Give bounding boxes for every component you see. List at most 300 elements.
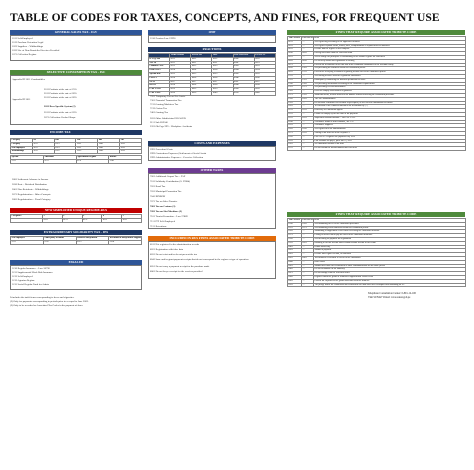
table-cell: 3032	[76, 150, 98, 154]
table-cell: 3042	[98, 150, 120, 154]
income-header: INCOME TAX	[10, 130, 142, 135]
onp-header: ONP	[148, 30, 276, 35]
table-cell: 6041	[288, 52, 302, 56]
table-cell: Children's D.S.	[149, 65, 170, 69]
income-line: 3071 Regularization – Other Concepts	[12, 193, 51, 196]
table-cell: Alternative forms of debt contracts, Art. 178	[314, 120, 466, 124]
income-table	[10, 138, 142, 154]
table-cell: 6171	[288, 93, 302, 97]
table-cell: 6281	[288, 135, 302, 139]
table-cell: —	[302, 135, 314, 139]
table-cell: Present the rectifying declaration regarding returns filed in the established period	[314, 71, 466, 75]
other-taxes-line: 7031 Municipal Promotion Tax	[150, 190, 182, 193]
rus-fines-line: 6051 Do not carry a payment receipt for the purchase made	[150, 265, 210, 268]
table-cell: Category	[11, 142, 33, 146]
table-cell: 8012	[170, 57, 191, 61]
table-cell: 8031	[212, 61, 233, 65]
solidarity-header: EXTRAORDINARY SOLIDARITY TAX - IES	[10, 230, 142, 235]
table-cell: —	[302, 234, 314, 238]
page-title: TABLE OF CODES FOR TAXES, CONCEPTS, AND FINES, FOR FREQUENT USE	[10, 12, 440, 24]
onp-line: 5310 Pension Law 19990	[150, 37, 176, 40]
table-cell: 8014	[170, 69, 191, 73]
essalud-line: 5213 Agrarian Regime	[12, 279, 35, 282]
table-cell: —	[302, 279, 314, 283]
table-cell: INDECOPI	[149, 69, 170, 73]
table-cell: —	[302, 74, 314, 78]
table-cell: The pledge and/or the established and confiscated files that have been exempted from obtaining the EC	[314, 283, 466, 287]
table-cell: 6101	[302, 67, 314, 71]
table-header-cell: Category	[11, 139, 33, 143]
table-cell: 8020	[170, 91, 191, 95]
table-cell: 3011	[32, 146, 54, 150]
rus-fines-line: 6011 Not registered in the administration records	[150, 243, 200, 246]
table-cell: 6411	[302, 241, 314, 245]
footnote: (2) Only for payments corresponding to periods prior to or equal to June 2002.	[10, 300, 89, 303]
table-cell: 3051	[120, 142, 142, 146]
fines-bottom-table	[287, 218, 466, 287]
table-header-cell: Agricultural Regime	[76, 156, 109, 160]
essalud-line: 5215 Social Regular Fund for Artists	[12, 283, 49, 286]
table-cell: 8045	[233, 72, 254, 76]
table-cell: 6011	[288, 40, 302, 44]
table-cell: 3052	[120, 150, 142, 154]
table-cell: 6061	[302, 52, 314, 56]
table-cell: Does not comply with taxation regulations	[314, 90, 466, 94]
table-cell: Do not issue certificates of retention or perception, as well as false information in returns	[314, 101, 466, 105]
table-cell: 5312	[43, 240, 76, 244]
table-cell: 3011	[32, 142, 54, 146]
table-cell: Not presenting the affidavits within the established period	[314, 67, 466, 71]
table-cell: 6281	[302, 128, 314, 132]
table-cell: Declare that the register is not complete.	[314, 48, 466, 52]
table-header-cell: 1	[43, 215, 63, 219]
other-taxes-line: 7111 ITF Self-Employed	[150, 220, 175, 223]
table-cell: 8024	[191, 69, 212, 73]
other-taxes-line: 7101 Tourist Promotion – Law 27889	[150, 215, 188, 218]
table-cell: Tax deducted or credited in excess of the established	[314, 256, 466, 260]
table-cell: 6431	[288, 256, 302, 260]
table-cell: 3021	[54, 146, 76, 150]
table-cell: Justificati books, records related to tax matters without following the established procedure	[314, 93, 466, 97]
table-cell: Withholdings	[11, 150, 33, 154]
essalud-line: 5211 Supplemental Work Risk Insurance	[12, 271, 53, 274]
table-cell: 6491	[288, 279, 302, 283]
table-cell: Not submitting the ID to the established procedure	[314, 222, 466, 226]
table-cell: 8021	[191, 61, 212, 65]
table-cell: 8057	[254, 80, 275, 84]
table-cell: 6161	[302, 82, 314, 86]
selective-line: 2011 Products at the rate of 25%	[44, 88, 77, 91]
table-cell: Not providing relevant information	[314, 86, 466, 90]
table-header-cell: ESSALUD	[191, 54, 212, 58]
table-cell: Submitting as supplement of the return exceeding the established deadline	[314, 230, 466, 234]
table-cell: —	[302, 55, 314, 59]
table-cell: 6071	[288, 63, 302, 67]
simplified-header: NEW SIMPLIFIED UNIQUE REGIME-RUS	[10, 208, 142, 213]
selective-line: 2011 Products at the rate of 26%	[44, 96, 77, 99]
footnote: It includes the tariff items corresponding to beers and cigarettes.	[10, 296, 75, 299]
table-cell: 6481	[288, 275, 302, 279]
table-header-cell: Self-employed	[11, 237, 44, 241]
table-header-cell: 3	[82, 215, 102, 219]
table-cell: Adding in the time not in the Reporter A	[314, 131, 466, 135]
other-taxes-line: 7081 Tax on Casinos (3)	[150, 205, 176, 208]
table-cell: —	[302, 260, 314, 264]
table-cell: Having sales more than the collection limit	[314, 52, 466, 56]
table-cell: 6201	[302, 97, 314, 101]
table-cell: Discovery of a unilateral appeal	[314, 109, 466, 113]
table-cell: 6111	[302, 71, 314, 75]
table-cell: Omitting to declare income and/or obtain taxable income in the return	[314, 241, 466, 245]
table-cell: 6131	[288, 78, 302, 82]
table-cell: 4131	[43, 218, 63, 222]
fines-top-table	[287, 36, 466, 151]
fractions-line: 3031 Other Subdivision ESSALUD	[150, 117, 186, 120]
table-cell: 6401	[288, 245, 302, 249]
table-cell: 6461	[288, 268, 302, 272]
table-cell: LAW 27681	[149, 91, 170, 95]
table-header-cell: TREASURY	[288, 219, 301, 221]
table-cell: 3041	[98, 146, 120, 150]
table-cell: 6251	[302, 116, 314, 120]
table-cell: 8026	[191, 76, 212, 80]
selective-appendix-label: Appendix III 3011	[12, 98, 31, 101]
table-cell: 8040	[212, 91, 233, 95]
table-cell: 6261	[288, 128, 302, 132]
table-cell: —	[302, 147, 314, 151]
table-cell: Declare false figures or data, or omit data	[314, 253, 466, 257]
table-cell: 8025	[191, 72, 212, 76]
table-cell: 8052	[254, 57, 275, 61]
table-cell: Other codes	[314, 260, 466, 264]
table-cell: 6251	[288, 124, 302, 128]
selective-line: Appendix III 3011 Combustibles	[12, 78, 45, 81]
table-cell: Submit in payment	[314, 249, 466, 253]
table-cell: 6311	[288, 147, 302, 151]
table-cell: 8032	[212, 57, 233, 61]
table-cell: 8044	[233, 69, 254, 73]
table-header-cell: TRIB.ADMIN	[170, 54, 191, 58]
table-cell: 8013	[170, 65, 191, 69]
table-cell: 6271	[288, 131, 302, 135]
table-cell: 8035	[212, 72, 233, 76]
table-cell: 6341	[288, 222, 302, 226]
table-cell: 4131	[102, 218, 122, 222]
table-cell: Retain incorrectly	[314, 245, 466, 249]
table-cell: 8051	[254, 61, 275, 65]
table-cell: Failure to comply by the due date of the payment	[314, 112, 466, 116]
rus-fines-line: 6021 Registration with false data	[150, 248, 184, 251]
table-cell: Self-employed	[11, 146, 33, 150]
other-taxes-line: 7121 Retentions	[150, 225, 167, 228]
selective-header: SELECTIVE CONSUMPTION TAX - ISC	[10, 70, 142, 75]
general-sales-line: 1022 Suppliers – Withholdings	[12, 45, 44, 48]
table-cell: 6361	[302, 222, 314, 226]
table-cell: 3111	[11, 159, 44, 163]
table-cell: 8030	[191, 91, 212, 95]
table-cell: Special BSE	[149, 72, 170, 76]
table-cell: 8036	[212, 76, 233, 80]
table-cell: —	[302, 268, 314, 272]
table-cell: —	[302, 139, 314, 143]
essalud-line: 5212 Self-Employed	[12, 275, 33, 278]
table-cell: —	[302, 264, 314, 268]
table-cell: 8037	[212, 80, 233, 84]
fractions-line: 3111 Sub SSN 46	[150, 121, 168, 124]
table-header-cell: 2	[62, 215, 82, 219]
table-cell: 3022	[54, 150, 76, 154]
table-header-cell: ONP	[314, 219, 466, 223]
table-cell: Register within the goods of controlled Supplemental Goods Vessa	[314, 275, 466, 279]
fractions-line: 7212 Casino Tax	[150, 107, 167, 110]
table-cell: 8015	[170, 72, 191, 76]
table-cell: —	[302, 275, 314, 279]
table-cell: —	[302, 249, 314, 253]
table-cell: 6151	[302, 78, 314, 82]
fractions-line: 7401 Gaming Tax	[150, 111, 168, 114]
table-cell: 6391	[288, 241, 302, 245]
table-header-cell: Border	[109, 156, 142, 160]
table-cell: 6051	[288, 55, 302, 59]
other-taxes-line: 7041 IBNRON	[150, 195, 166, 198]
rus-fines-line: 6031 Do not exist and/or do not present the tax	[150, 253, 198, 256]
table-cell: 6421	[288, 253, 302, 257]
table-cell: 8019	[170, 88, 191, 92]
table-cell: 6241	[288, 120, 302, 124]
table-cell: 3141	[109, 159, 142, 163]
table-cell: Suspension without deadline – Law No. 27697	[314, 116, 466, 120]
income-line: 3061 Non-Residents – Withholdings	[12, 188, 49, 191]
table-cell: 6091	[288, 71, 302, 75]
general-sales-line: 1033 Use of Non-Domiciled Services Provided	[12, 49, 60, 52]
table-cell: —	[302, 40, 314, 44]
table-cell: 6501	[288, 283, 302, 287]
other-taxes-line: 7011 Solidarity Contribution (S. 29384)	[150, 180, 190, 183]
table-cell: —	[302, 253, 314, 257]
table-cell: 6351	[288, 226, 302, 230]
table-cell: 6061	[288, 59, 302, 63]
income-line: 3081 Regularization – Fiscal Category	[12, 198, 51, 201]
table-cell: 6161	[288, 90, 302, 94]
table-cell: 6181	[288, 97, 302, 101]
table-cell: 6191	[288, 101, 302, 105]
table-cell: 8018	[170, 84, 191, 88]
general-sales-line: 1011 Self-Employed	[12, 37, 33, 40]
fractions-table	[148, 53, 276, 96]
table-cell: 8011	[170, 61, 191, 65]
table-cell: 6291	[302, 131, 314, 135]
table-cell: —	[302, 44, 314, 48]
table-cell: 8056	[254, 76, 275, 80]
table-cell: Not providing information according to the established requirements	[314, 82, 466, 86]
table-cell: 6171	[302, 86, 314, 90]
table-cell: Not issuing invoices with the regulations established	[314, 74, 466, 78]
table-cell: 8038	[212, 84, 233, 88]
table-cell: 8059	[254, 88, 275, 92]
table-cell: The Tax Administration	[314, 97, 466, 101]
table-header-cell: Amazonia	[43, 156, 76, 160]
table-cell: Not register separate items, results, sales, compensations or reprint them for announce	[314, 44, 466, 48]
general-sales-line: 1071 Collection Regime	[12, 53, 37, 56]
essalud-line: 5210 Regular Insurance – Law 26790	[12, 267, 50, 270]
table-header-cell: 3rd	[76, 139, 98, 143]
table-row	[288, 283, 466, 287]
income-sub-table	[10, 155, 142, 164]
table-cell: 8034	[212, 69, 233, 73]
table-cell: 8033	[212, 65, 233, 69]
costs-header: COSTS AND EXPENSES	[148, 141, 276, 146]
fines-top-header: FINES THAT REQUIRE ASSOCIATED TRIBUTE CODE	[287, 30, 465, 35]
table-cell: 5314	[109, 240, 142, 244]
footnote: (3) Only to be recorded as Associated Tax Codes in the payment of fines.	[10, 304, 84, 307]
table-header-cell: ONP	[212, 54, 233, 58]
table-cell: LAW 27344	[149, 88, 170, 92]
table-cell: D. Leg. 848	[149, 57, 170, 61]
general-sales-header: GENERAL SALES TAX - IGV	[10, 30, 142, 35]
contact-website[interactable]: Visit SUNAT Virtual: www.sunat.gob.pe	[368, 296, 411, 299]
table-cell: 6221	[288, 112, 302, 116]
table-cell: 6291	[288, 139, 302, 143]
table-cell: 8043	[233, 65, 254, 69]
table-cell: 3131	[76, 159, 109, 163]
table-cell: Art. 36	[149, 61, 170, 65]
table-cell: 8042	[233, 57, 254, 61]
table-header-cell: 1st	[32, 139, 54, 143]
table-cell: 4131	[82, 218, 102, 222]
table-cell: —	[302, 90, 314, 94]
table-cell: 4131	[122, 218, 142, 222]
table-header-cell: ONP	[314, 37, 466, 41]
table-header-cell: 4th	[98, 139, 120, 143]
table-cell: Failing to declare and to pay the taxes in the established deadlines	[314, 234, 466, 238]
fractions-line: 7301 Financial Transaction Tax	[150, 99, 182, 102]
income-line: 3081 Settlement Advance in Income	[12, 178, 49, 181]
table-row	[11, 218, 142, 222]
table-cell: 8058	[254, 84, 275, 88]
table-cell: —	[302, 63, 314, 67]
table-cell: 6031	[288, 48, 302, 52]
table-header-cell: Workers independent	[76, 237, 109, 241]
table-cell: 6201	[288, 105, 302, 109]
table-cell: 6371	[302, 226, 314, 230]
solidarity-table	[10, 236, 142, 245]
table-cell: Provide the Reports for the goods associated with the bond tax	[314, 279, 466, 283]
table-header-cell: Third party accounts	[43, 237, 76, 241]
other-taxes-line: 7021 Road Tax	[150, 185, 166, 188]
selective-line: 3071 Collection Alcohol Shops	[44, 116, 76, 119]
table-cell: 6371	[288, 234, 302, 238]
table-cell: —	[302, 143, 314, 147]
table-cell: —	[302, 105, 314, 109]
table-cell: 5311	[11, 240, 44, 244]
table-cell: 8047	[233, 80, 254, 84]
selective-bold-line: 2031 Beer/Specific System (2)	[44, 105, 76, 108]
table-row	[288, 147, 466, 151]
table-cell: 8053	[254, 65, 275, 69]
table-cell: 6361	[288, 230, 302, 234]
table-cell: Do not comply with the collection order	[314, 272, 466, 276]
income-line: 3030 Rent – Dividend Distribution	[12, 183, 47, 186]
table-row	[11, 150, 142, 154]
table-cell: —	[302, 112, 314, 116]
table-cell: 6081	[302, 59, 314, 63]
other-taxes-line: 7001 Additional Airport Tax – FAP	[150, 175, 186, 178]
table-cell: 8023	[191, 65, 212, 69]
table-cell: PERTA	[149, 76, 170, 80]
table-cell: 3031	[76, 146, 98, 150]
table-cell: 6451	[302, 256, 314, 260]
table-header-cell: DUE BEFORE	[233, 54, 254, 58]
table-cell: 8055	[254, 72, 275, 76]
table-cell: —	[302, 124, 314, 128]
other-taxes-header: OTHER TAXES	[148, 168, 276, 173]
table-cell: Plus Essalud: tax payer, prior Jun 25, 2002	[314, 139, 466, 143]
table-row	[11, 240, 142, 244]
table-cell: No established returns in the time	[314, 143, 466, 147]
table-header-cell: Special	[11, 156, 44, 160]
table-cell: —	[302, 283, 314, 287]
table-cell: 8060	[254, 91, 275, 95]
table-cell: Submit more than one rectification of other communications for the same period	[314, 264, 466, 268]
table-cell	[11, 218, 43, 222]
costs-line: 5991 Procedural Costs	[150, 148, 173, 151]
table-header-cell: 5	[122, 215, 142, 219]
table-header-cell: ESSALUD	[302, 219, 313, 221]
simplified-table	[10, 214, 142, 223]
table-cell: —	[302, 230, 314, 234]
table-cell: 6111	[288, 74, 302, 78]
table-cell: 8027	[191, 80, 212, 84]
contact-phone: Telephone Consultation Center: 0-801-12-100	[368, 292, 416, 295]
table-cell: 8041	[233, 61, 254, 65]
table-cell: Do not collaborate as the authority	[314, 268, 466, 272]
table-cell: 6451	[288, 264, 302, 268]
costs-line: 5992 Contentious Expenses (Settlement of Social Assist	[150, 152, 207, 155]
table-cell: 6471	[288, 272, 302, 276]
table-cell: Not declaring on payment tax registration	[314, 237, 466, 241]
table-cell: 6411	[288, 249, 302, 253]
table-cell: 8054	[254, 69, 275, 73]
general-sales-line: 1012 Purchase Retention Legal	[12, 41, 44, 44]
fractions-header: FRACTIONS	[148, 47, 276, 52]
table-cell: ESSALUD – Regular: late payment July 1999	[314, 135, 466, 139]
table-row	[11, 159, 142, 163]
table-cell: 3041	[98, 142, 120, 146]
table-cell: 6231	[288, 116, 302, 120]
table-cell: 6231	[302, 109, 314, 113]
table-cell: —	[302, 237, 314, 241]
fractions-line: 3321 Old Age 999 – Workplace Accidents	[150, 125, 193, 128]
table-cell: Not submitting sworn statement within the established period	[314, 226, 466, 230]
table-cell: 8029	[191, 88, 212, 92]
table-cell: RESIT	[149, 84, 170, 88]
table-cell: 8049	[233, 88, 254, 92]
table-cell: SEAP	[149, 80, 170, 84]
table-cell: 8028	[191, 84, 212, 88]
table-cell: 6381	[288, 237, 302, 241]
table-cell: To retention of the withheld amount in the declaration by [?]	[314, 105, 466, 109]
costs-line: 5993 Administrative Expenses – Coercive Collection	[150, 156, 204, 159]
table-cell: 8017	[170, 80, 191, 84]
table-cell: 8050	[233, 91, 254, 95]
table-cell: Alternative suppliers	[314, 124, 466, 128]
table-cell: —	[302, 48, 314, 52]
table-cell: 6211	[288, 109, 302, 113]
table-cell: —	[302, 245, 314, 249]
table-cell: 6141	[288, 82, 302, 86]
table-cell: 6301	[288, 143, 302, 147]
rus-fines-line: 6041 Issue and/or grant payment receipts that do not correspond to the regime or type of operation	[150, 258, 249, 261]
